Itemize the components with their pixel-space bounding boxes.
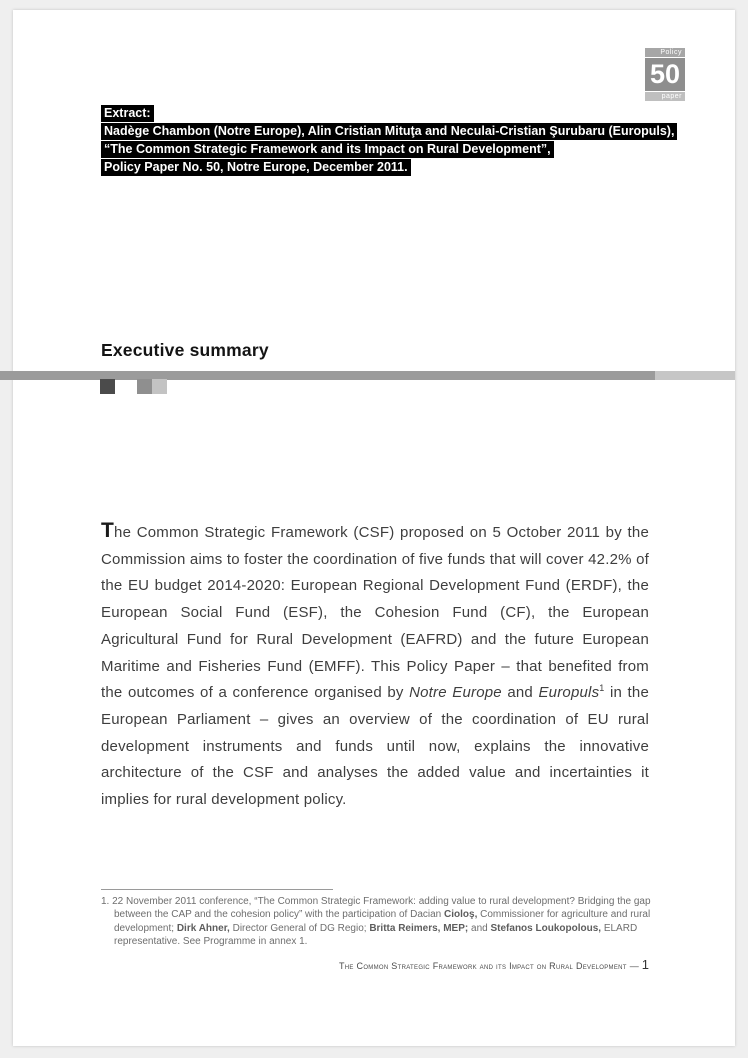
extract-line <box>101 122 701 140</box>
body-segment: in the European Parliament – gives an overview of the coordination of EU rural development instruments and funds until now, explains the innovative architecture of the CSF and analyses the added value and incertainties it implies for rural development policy. <box>101 684 650 809</box>
extract-label: Extract: <box>101 105 154 122</box>
extract-line <box>101 140 701 158</box>
extract-authors: Nadège Chambon (Notre Europe), Alin Cristian Mituţa and Neculai-Cristian Şurubaru (Europuls), <box>101 123 677 140</box>
footnote-segment: and <box>468 922 491 934</box>
footnote-segment: Commissioner for agriculture and rural development; <box>114 909 651 934</box>
policy-paper-badge <box>645 48 685 101</box>
badge-policy-label: Policy <box>645 48 685 57</box>
footnote-segment: 1. 22 November 2011 conference, “The Common Strategic Framework: adding value to rural development? Bridging the gap between the CAP and the cohesion policy” with the participation of Dacian <box>101 896 651 921</box>
footnote-segment: ELARD representative. See Programme in annex 1. <box>114 922 638 947</box>
footnote-block <box>101 889 653 948</box>
extract-line <box>101 104 701 122</box>
document-page <box>13 10 735 1046</box>
footnote-name: Stefanos Loukopolous, <box>490 922 602 934</box>
extract-citation-block <box>101 104 701 176</box>
body-segment: he Common Strategic Framework (CSF) proposed on 5 October 2011 by the Commission aims to foster the coordination of five funds that will cover 42.2% of the EU budget 2014-2020: European Regional Development Fund (ERDF), the European Social Fund (ESF), the Cohesion Fund (CF), the European Agricultural Fund for Rural Development (EAFRD) and the future European Maritime and Fisheries Fund (EMFF). This Policy Paper – that benefited from the outcomes of a conference organised by <box>101 524 649 702</box>
decorative-square-dark <box>100 379 115 394</box>
footnote-reference-marker: 1 <box>599 683 605 694</box>
decorative-bar-main-segment <box>0 371 655 380</box>
footnote-name: Britta Reimers, MEP; <box>369 922 469 934</box>
page-footer <box>101 956 649 974</box>
decorative-bar-light-segment <box>655 371 735 380</box>
badge-paper-label: paper <box>645 92 685 101</box>
footnote-divider <box>101 889 333 890</box>
footnote-name: Dirk Ahner, <box>176 922 230 934</box>
extract-publication: Policy Paper No. 50, Notre Europe, December 2011. <box>101 159 411 176</box>
footnote-segment: Director General of DG Regio; <box>229 922 370 934</box>
running-title: The Common Strategic Framework and its Impact on Rural Development <box>339 961 627 971</box>
extract-line <box>101 158 701 176</box>
body-segment-italic: Notre Europe <box>409 684 502 702</box>
footnote-name: Cioloş, <box>444 909 478 921</box>
body-segment: and <box>501 684 539 702</box>
decorative-square-mid <box>137 379 152 394</box>
section-heading: Executive summary <box>101 340 269 360</box>
footnote-text <box>101 895 653 948</box>
drop-cap: T <box>101 519 115 542</box>
body-segment-italic: Europuls <box>538 684 600 702</box>
executive-summary-paragraph <box>101 518 649 814</box>
extract-title: “The Common Strategic Framework and its Impact on Rural Development”, <box>101 141 554 158</box>
footer-separator: — <box>629 961 639 971</box>
page-number: 1 <box>641 957 649 972</box>
decorative-square-light <box>152 379 167 394</box>
badge-number: 50 <box>645 58 685 91</box>
